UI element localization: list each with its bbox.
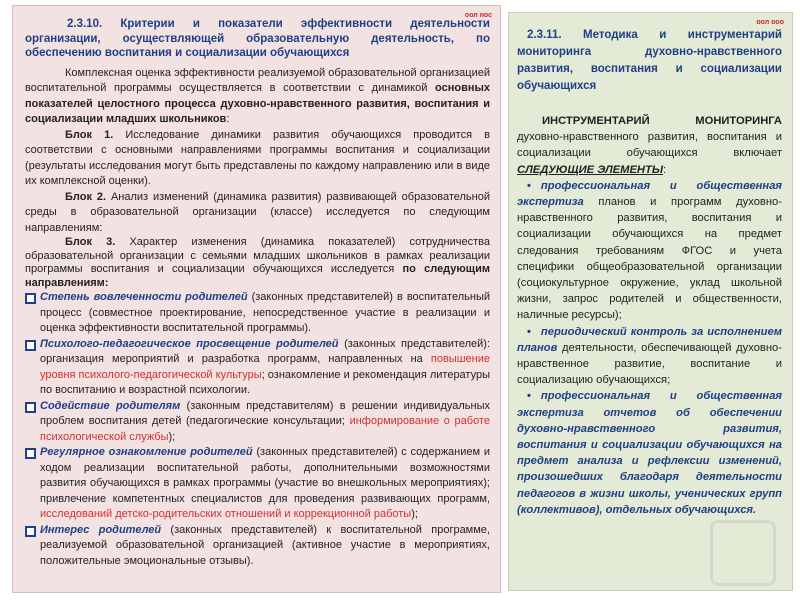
left-heading: 2.3.10. Критерии и показатели эффективности деятельности организации, осуществляющей образовательную деятельность, по обеспечению воспитания и социализации обучающихся — [25, 18, 490, 59]
item-title: Интерес родителей — [40, 523, 162, 536]
item-lead: профессиональная и общественная экспертиза отчетов об обеспечении духовно-нравственного развития, воспитания и социализации обучающихся на предмет анализа и рефлексии изменений, произошедших благодаря деятельности педагогов в жизни школы, ученических групп (коллективов), отдельных обучающихся. — [517, 390, 782, 516]
intro-bold-text: основных показателей целостного процесса духовно-нравственного развития, воспитания и социализации младших школьников — [25, 82, 490, 125]
block1-text: Исследование динамики развития обучающихся проводится в соответствии с основными направлениями программы воспитания и социализации (результаты исследования могут быть представлены по каждому направлению или в виде их комплексной оценки). — [25, 128, 490, 187]
right-heading: 2.3.11. Методика и инструментарий мониторинга духовно-нравственного развития, воспитания и социализации обучающихся — [517, 29, 782, 92]
item-text: (законным представителям) в решении индивидуальных проблем воспитания детей (педагогические консультации; — [40, 399, 490, 427]
item-lead: профессиональная и общественная экспертиза — [517, 179, 782, 209]
block2-label: Блок 2. — [65, 190, 107, 203]
block3-bold-text: по следующим направлениям: — [25, 263, 490, 289]
list-item — [25, 445, 490, 523]
item-red-text: информирование о работе психологической службы — [40, 415, 490, 443]
list-item — [25, 290, 490, 337]
list-item — [25, 399, 490, 446]
block3-text: Характер изменения (динамика показателей) сотрудничества образовательной организации с семьями младших школьников в рамках реализации программы воспитания и социализации обучающихся исследуется — [25, 236, 490, 275]
item-red-text: повышение уровня психолого-педагогической культуры — [40, 353, 490, 381]
list-item — [517, 324, 782, 389]
list-item — [25, 337, 490, 399]
list-item — [517, 178, 782, 324]
item-after-text: ; ознакомление и рекомендация литературы по воспитанию и возрастной психологии. — [40, 368, 490, 396]
left-panel — [12, 5, 501, 593]
checkbox-bullet-icon — [25, 340, 36, 351]
right-subhead-bold: ИНСТРУМЕНТАРИЙ МОНИТОРИНГА — [542, 115, 782, 127]
list-item — [517, 388, 782, 518]
checkbox-bullet-icon — [25, 448, 36, 459]
bullet-icon: • — [527, 390, 531, 403]
right-section-tag: оол ооо — [756, 19, 784, 26]
bullet-icon: • — [527, 325, 531, 338]
list-item — [25, 523, 490, 570]
right-subhead-text: духовно-нравственного развития, воспитания и социализации обучающихся включает — [517, 131, 782, 160]
right-subhead-end: : — [663, 163, 667, 176]
item-text: (законных представителей) в воспитательный процесс (совместное проектирование, непосредственное участие в реализации и оценка эффективности воспитательной программы). — [40, 291, 490, 334]
left-section-tag: оол нос — [464, 12, 492, 19]
item-text: (законных представителей): организация мероприятий и разработка программ, направленных на — [40, 337, 490, 365]
block3-label: Блок 3. — [65, 236, 116, 248]
item-text: (законных представителей) с содержанием и ходом реализации воспитательной работы, дополнительными возможностями развития обучающихся в рамках программы (участие во внешкольных мероприятиях); привлечение компетентных специалистов для проведения развивающих программ, — [40, 446, 490, 505]
watermark-logo-icon — [710, 520, 776, 586]
right-panel — [508, 12, 793, 591]
right-intro-paragraph — [517, 113, 782, 178]
item-after-text: ); — [411, 508, 418, 520]
item-red-text: исследований детско-родительских отношений и коррекционной работы — [40, 508, 412, 520]
intro-paragraph — [25, 66, 490, 128]
checkbox-bullet-icon — [25, 402, 36, 413]
item-title: Регулярное ознакомление родителей — [40, 446, 253, 458]
item-title: Содействие родителям — [40, 399, 181, 412]
item-text: (законных представителей) к воспитательной программе, реализуемой образовательной организацией (активное участие в мероприятиях, положительные эмоциональные отзывы). — [40, 523, 490, 567]
intro-end: : — [226, 113, 230, 125]
right-subhead-emph: СЛЕДУЮЩИЕ ЭЛЕМЕНТЫ — [517, 163, 664, 176]
item-title: Степень вовлеченности родителей — [40, 291, 248, 303]
item-lead: периодический контроль за исполнением планов — [517, 325, 782, 354]
block1-label: Блок 1. — [65, 128, 114, 141]
block3-paragraph — [25, 236, 490, 290]
checkbox-bullet-icon — [25, 526, 36, 537]
intro-text: Комплексная оценка эффективности реализуемой образовательной организацией воспитательной программы осуществляется в соответствии с динамикой — [25, 66, 490, 94]
bullet-icon: • — [527, 179, 531, 192]
block1-paragraph — [25, 128, 490, 190]
block2-text: Анализ изменений (динамика развития) развивающей образовательной среды в образовательной организации (классе) исследуется по следующим направлениям: — [25, 190, 490, 234]
item-title: Психолого-педагогическое просвещение родителей — [40, 337, 339, 350]
item-text: планов и программ духовно-нравственного развития, воспитания и социализации обучающихся на предмет следования требованиям ФГОС и учета специфики общеобразовательной организации (социокультурное окружение, уклад школьной жизни, запрос родителей и общественности, наличные ресурсы); — [517, 196, 782, 322]
checkbox-bullet-icon — [25, 293, 36, 304]
item-after-text: ); — [168, 430, 176, 443]
block2-paragraph — [25, 190, 490, 237]
item-text: деятельности, обеспечивающей духовно-нравственное развитие, воспитание и социализацию обучающихся; — [517, 341, 782, 387]
